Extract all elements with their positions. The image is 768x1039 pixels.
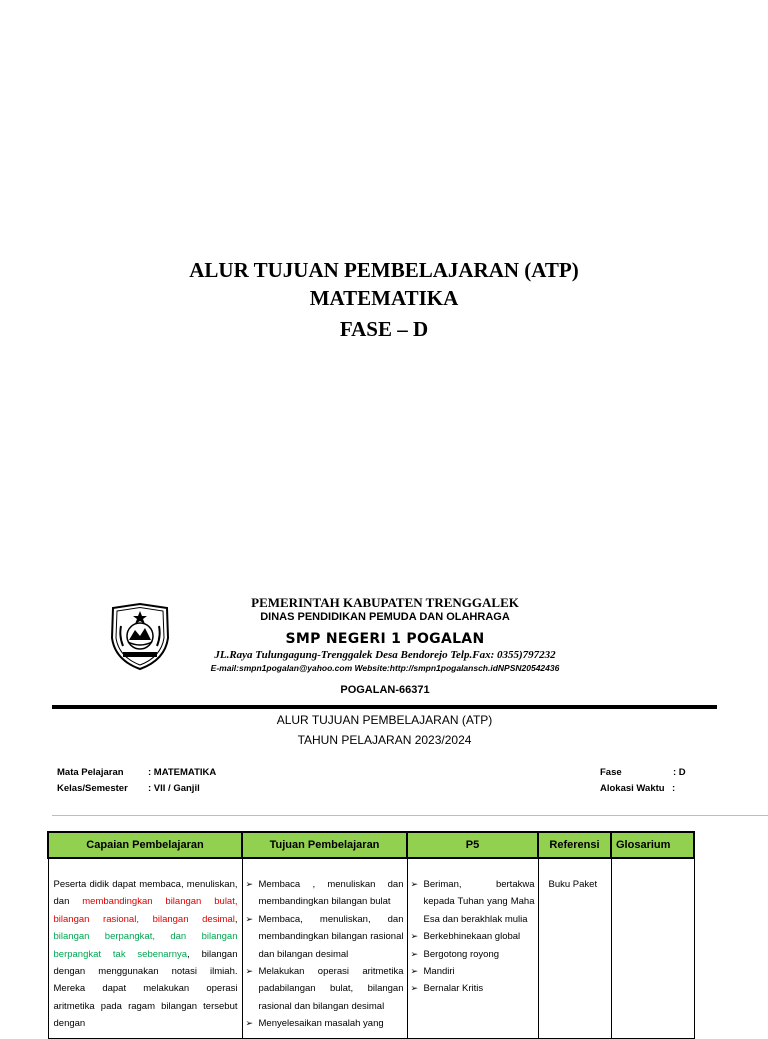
meta-phase-value: : D [673,767,686,778]
list-item: ➢ Beriman, bertakwa kepada Tuhan yang Maha Esa dan berakhlak mulia [411,876,535,928]
capaian-text-part: Peserta didik dapat membaca, menuliskan, dan [53,879,238,908]
header-referensi: Referensi [538,832,611,858]
regency-emblem-icon [107,602,173,672]
header-tujuan: Tujuan Pembelajaran [242,832,407,858]
meta-class-value: : VII / Ganjil [148,783,200,794]
capaian-text [49,859,242,1033]
list-item: ➢ Bernalar Kritis [411,980,535,997]
list-item: ➢ Melakukan operasi aritmetika padabilangan bulat, bilangan rasional dan bilangan desimal [246,963,404,1015]
meta-time-value: : [672,783,676,794]
referensi-cell [538,858,611,1038]
capaian-cell [48,858,242,1038]
meta-class-label: Kelas/Semester [57,783,128,794]
letterhead-department: DINAS PENDIDIKAN PEMUDA DAN OLAHRAGA [260,611,510,623]
document-title: ALUR TUJUAN PEMBELAJARAN (ATP) [276,713,493,727]
capaian-highlight-red: membandingkan bilangan bulat, bilangan rasional, bilangan desimal [53,896,238,925]
list-item: ➢ Menyelesaikan masalah yang [246,1015,404,1032]
cover-phase: FASE – D [339,317,429,341]
p5-cell [407,858,538,1038]
atp-table [47,831,695,1039]
header-glosarium: Glosarium [611,832,694,858]
capaian-highlight-green: bilangan berpangkat, dan bilangan berpangkat tak sebenarnya [53,931,238,960]
meta-phase-label: Fase [600,767,622,778]
letterhead-divider [52,705,717,709]
meta-subject-label: Mata Pelajaran [57,767,124,778]
table-row [48,858,694,1038]
table-header-row [48,832,694,858]
capaian-text-part: , bilangan dengan menggunakan notasi ilmiah. Mereka dapat melakukan operasi aritmetika pada ragam bilangan tersebut dengan [53,948,238,1030]
list-item: ➢ Membaca , menuliskan dan membandingkan bilangan bulat [246,876,404,911]
list-item: ➢ Membaca, menuliskan, dan membandingkan bilangan rasional dan bilangan desimal [246,911,404,963]
list-item: ➢ Berkebhinekaan global [411,928,535,945]
document-year: TAHUN PELAJARAN 2023/2024 [297,733,472,747]
cover-subject: MATEMATIKA [309,286,459,310]
cover-title: ALUR TUJUAN PEMBELAJARAN (ATP) [189,258,579,282]
meta-divider [52,815,768,816]
letterhead-school: SMP NEGERI 1 POGALAN [285,631,485,647]
list-item: ➢ Mandiri [411,963,535,980]
meta-time-label: Alokasi Waktu [600,783,665,794]
list-item: ➢ Bergotong royong [411,946,535,963]
letterhead-postal: POGALAN-66371 [340,684,430,696]
glosarium-cell [611,858,694,1038]
referensi-text: Buku Paket [548,879,598,890]
meta-subject-value: : MATEMATIKA [148,767,217,778]
letterhead-address: JL.Raya Tulungagung-Trenggalek Desa Bendorejo Telp.Fax: 0355)797232 [214,649,556,661]
header-capaian: Capaian Pembelajaran [48,832,242,858]
capaian-text-part: , [234,913,238,925]
header-p5: P5 [407,832,538,858]
letterhead-contact: E-mail:smpn1pogalan@yahoo.com Website:http://smpn1pogalansch.idNPSN20542436 [210,663,560,673]
letterhead-government: PEMERINTAH KABUPATEN TRENGGALEK [251,595,519,610]
tujuan-cell [242,858,407,1038]
